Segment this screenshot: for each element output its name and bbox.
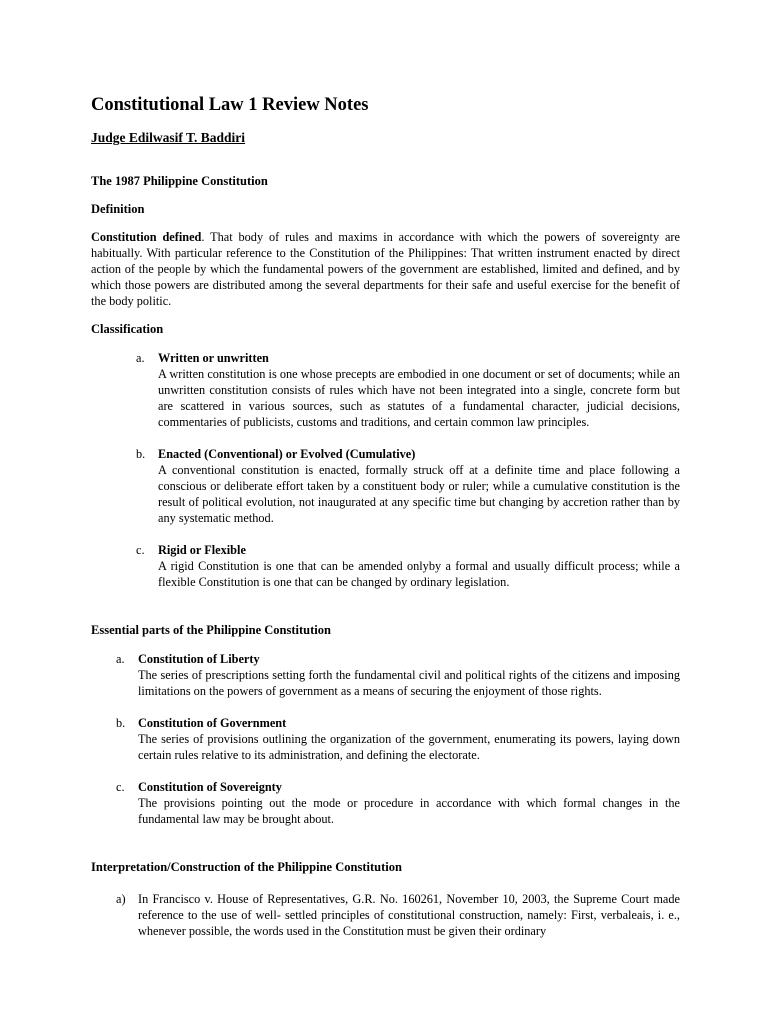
list-item-title: Constitution of Liberty [138, 652, 260, 666]
essential-parts-list [91, 651, 680, 827]
list-item-text: A conventional constitution is enacted, formally struck off at a definite time and place following a conscious or deliberate effort taken by a constituent body or ruler; while a cumulative constitution is the result of political evolution, not inaugurated at any specific time but changing by accretion rather than by any systematic method. [158, 463, 680, 525]
list-item [136, 542, 680, 590]
list-item-body [138, 779, 680, 827]
definition-text: . That body of rules and maxims in accordance with which the powers of sovereignty are habitually. With particular reference to the Constitution of the Philippines: That written instrument enacted by direct action of the people by which the fundamental powers of the government are established, limited and defined, and by which those powers are distributed among the several departments for their safe and useful exercise for the benefit of the body politic. [91, 230, 680, 308]
list-item [136, 446, 680, 526]
essential-parts-heading: Essential parts of the Philippine Constitution [91, 623, 331, 637]
classification-list [91, 350, 680, 590]
list-marker: a. [116, 652, 125, 666]
list-item [116, 715, 680, 763]
definition-paragraph [91, 229, 680, 309]
list-marker: a) [116, 892, 126, 906]
author-name: Judge Edilwasif T. Baddiri [91, 130, 246, 145]
list-item-text: A written constitution is one whose precepts are embodied in one document or set of documents; while an unwritten constitution consists of rules which have not been integrated into a single, concrete form but are scattered in various sources, such as statutes of a fundamental character, judicial decisions, commentaries of publicists, customs and traditions, and certain common law principles. [158, 367, 680, 429]
list-marker: a. [136, 351, 145, 365]
list-item-body [158, 542, 680, 590]
list-marker: b. [136, 447, 146, 461]
list-item-title: Enacted (Conventional) or Evolved (Cumulative) [158, 447, 416, 461]
list-item-text: The provisions pointing out the mode or procedure in accordance with which formal changes in the fundamental law may be brought about. [138, 796, 680, 826]
list-item-body [158, 350, 680, 430]
list-item [116, 891, 680, 939]
list-item [136, 350, 680, 430]
list-item-title: Rigid or Flexible [158, 543, 246, 557]
interpretation-heading: Interpretation/Construction of the Philippine Constitution [91, 860, 402, 874]
section-heading-constitution: The 1987 Philippine Constitution [91, 174, 268, 188]
list-item [116, 651, 680, 699]
definition-heading: Definition [91, 202, 145, 216]
definition-lead: Constitution defined [91, 230, 202, 244]
list-marker: c. [136, 543, 145, 557]
list-item-text: A rigid Constitution is one that can be amended onlyby a formal and usually difficult process; while a flexible Constitution is one that can be changed by ordinary legislation. [158, 559, 680, 589]
list-item-body [138, 715, 680, 763]
list-item-title: Written or unwritten [158, 351, 269, 365]
list-item [116, 779, 680, 827]
interpretation-list [91, 891, 680, 939]
list-item-title: Constitution of Sovereignty [138, 780, 282, 794]
list-item-text: In Francisco v. House of Representatives, G.R. No. 160261, November 10, 2003, the Supreme Court made reference to the use of well- settled principles of constitutional construction, namely: First, verbaleais, i. e., whenever possible, the words used in the Constitution must be given their ordinary [138, 892, 680, 938]
list-item-body [158, 446, 680, 526]
list-item-text: The series of provisions outlining the organization of the government, enumerating its powers, laying down certain rules relative to its administration, and defining the electorate. [138, 732, 680, 762]
classification-heading: Classification [91, 322, 164, 336]
list-item-text: The series of prescriptions setting forth the fundamental civil and political rights of the citizens and imposing limitations on the powers of government as a means of securing the enjoyment of those rights. [138, 668, 680, 698]
document-title: Constitutional Law 1 Review Notes [91, 95, 369, 115]
list-marker: c. [116, 780, 125, 794]
list-marker: b. [116, 716, 126, 730]
list-item-body [138, 651, 680, 699]
list-item-title: Constitution of Government [138, 716, 287, 730]
